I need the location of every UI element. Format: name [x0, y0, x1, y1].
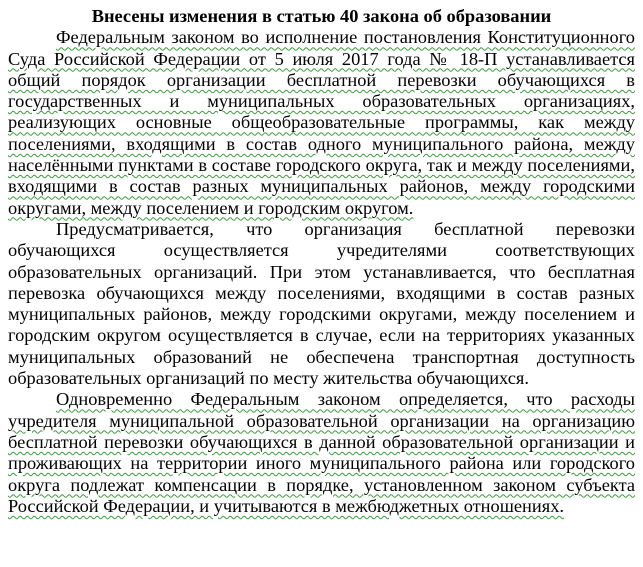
paragraph-3: Одновременно Федеральным законом определяется, что расходы учредителя муниципальной образовательной организации на организацию бесплатной перевозки обучающихся в данной образовательной организации и проживающих на территории иного муниципального района или городского округа подлежат компенсации в порядке, установленном законом субъекта Российской Федерации, и учитываются в межбюджетных отношениях.: [8, 389, 635, 516]
paragraph-1: Федеральным законом во исполнение постановления Конституционного Суда Российской Федерации от 5 июля 2017 года № 18-П устанавливается общий порядок организации бесплатной перевозки обучающихся в государственных и муниципальных образовательных организациях, реализующих основные общеобразовательные программы, как между поселениями, входящими в состав одного муниципального района, между населёнными пунктами в составе городского округа, так и между поселениями, входящими в состав разных муниципальных районов, между городскими округами, между поселением и городским округом.: [8, 27, 635, 218]
document: [8, 6, 635, 517]
paragraph-2: Предусматривается, что организация бесплатной перевозки обучающихся осуществляется учредителями соответствующих образовательных организаций. При этом устанавливается, что бесплатная перевозка обучающихся между поселениями, входящими в состав разных муниципальных районов, между городскими округами, между поселением и городским округом осуществляется в случае, если на территориях указанных муниципальных образований не обеспечена транспортная доступность образовательных организаций по месту жительства обучающихся.: [8, 218, 635, 389]
document-title: Внесены изменения в статью 40 закона об образовании: [91, 6, 552, 26]
